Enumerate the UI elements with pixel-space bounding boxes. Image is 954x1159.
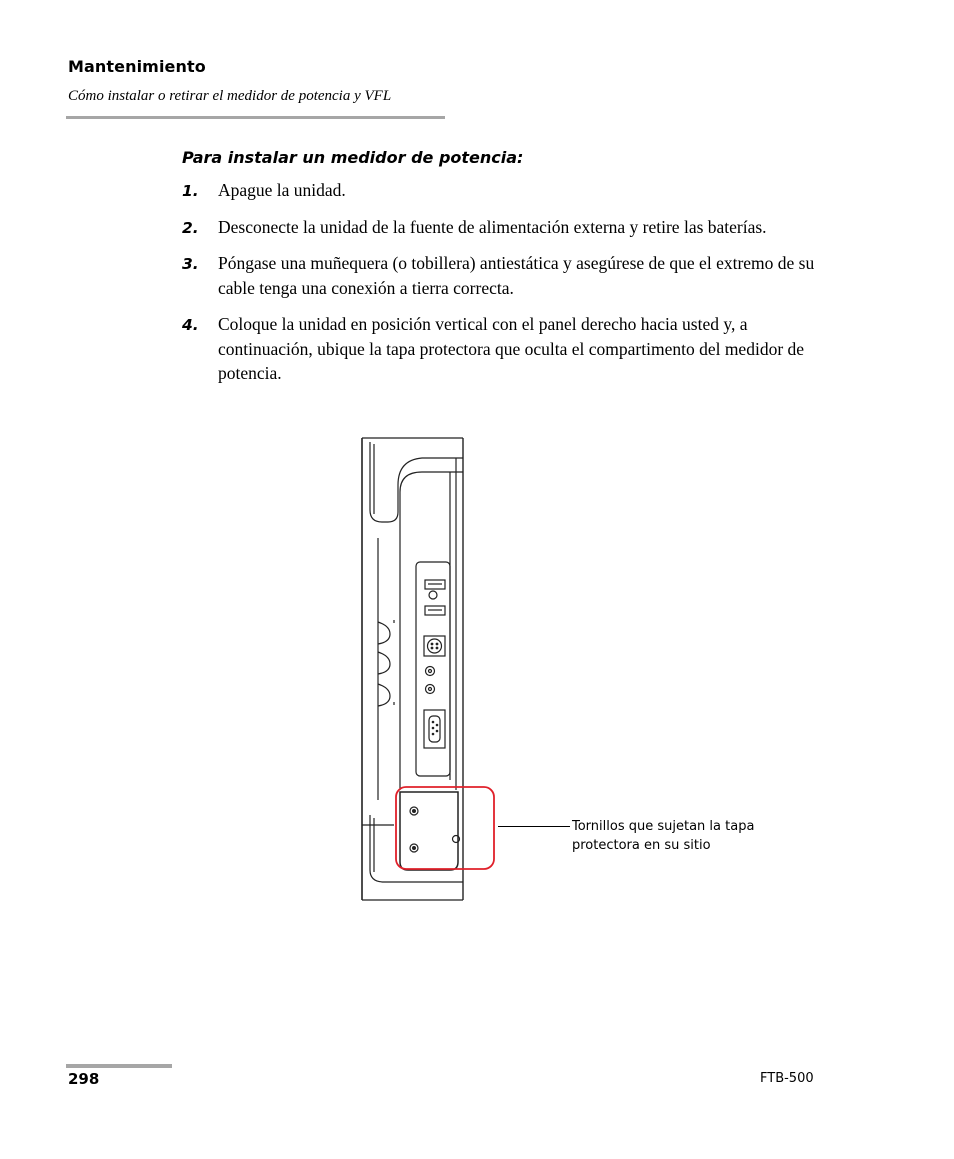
- section-title: Mantenimiento: [68, 57, 206, 76]
- steps-list: [182, 178, 822, 398]
- step-item: [182, 215, 822, 240]
- step-item: [182, 251, 822, 300]
- section-subtitle: Cómo instalar o retirar el medidor de potencia y VFL: [68, 88, 392, 104]
- page-number: 298: [68, 1070, 100, 1088]
- step-text: Póngase una muñequera (o tobillera) antiestática y asegúrese de que el extremo de su cable tenga una conexión a tierra correcta.: [218, 253, 815, 298]
- step-number: 3.: [182, 255, 199, 273]
- step-text: Desconecte la unidad de la fuente de alimentación externa y retire las baterías.: [218, 216, 767, 237]
- callout-leader-line: [498, 826, 570, 827]
- procedure-heading: Para instalar un medidor de potencia:: [182, 148, 524, 167]
- device-side-panel-drawing: [350, 430, 510, 910]
- callout-label: Tornillos que sujetan la tapa protectora en su sitio: [572, 819, 755, 853]
- step-text: Apague la unidad.: [218, 180, 346, 200]
- highlight-box: [396, 787, 494, 869]
- product-name: FTB-500: [760, 1071, 814, 1086]
- step-number: 1.: [182, 182, 199, 200]
- step-item: [182, 178, 822, 203]
- step-item: [182, 312, 822, 386]
- device-side-panel-figure: [350, 430, 510, 910]
- step-number: 2.: [182, 218, 199, 237]
- step-number: 4.: [182, 316, 199, 334]
- step-text: Coloque la unidad en posición vertical con el panel derecho hacia usted y, a continuación, ubique la tapa protectora que oculta el compartimento del medidor de potencia.: [218, 314, 805, 383]
- header-divider: [66, 116, 445, 119]
- footer-divider: [66, 1064, 172, 1068]
